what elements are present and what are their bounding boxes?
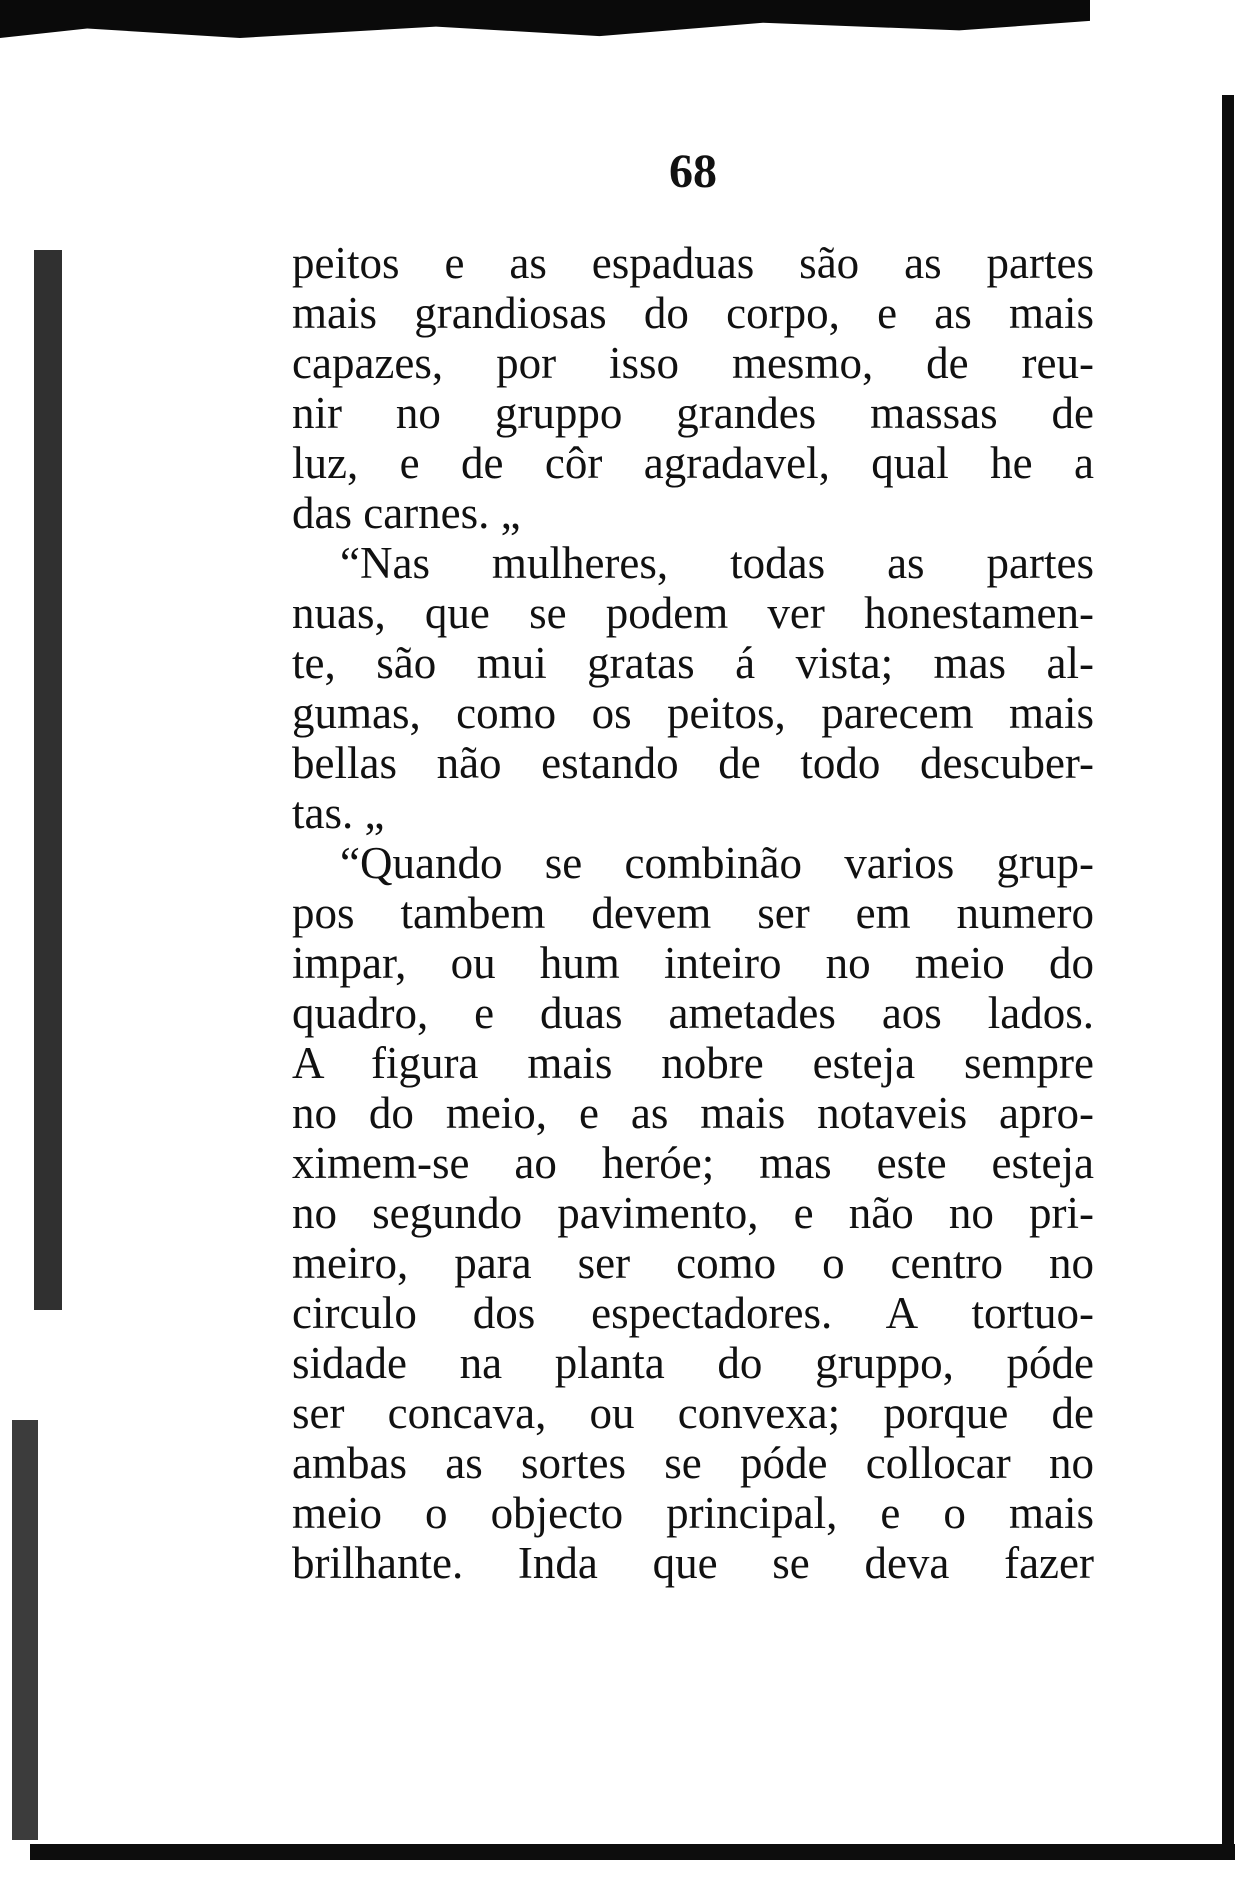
body-text	[292, 238, 1094, 1588]
text-line: te, são mui gratas á vista; mas al-	[292, 638, 1094, 688]
text-line: circulo dos espectadores. A tortuo-	[292, 1288, 1094, 1338]
page-number: 68	[669, 145, 717, 198]
text-line: impar, ou hum inteiro no meio do	[292, 938, 1094, 988]
text-line: nir no gruppo grandes massas de	[292, 388, 1094, 438]
text-line: nuas, que se podem ver honestamen-	[292, 588, 1094, 638]
text-line: meiro, para ser como o centro no	[292, 1238, 1094, 1288]
text-line: meio o objecto principal, e o mais	[292, 1488, 1094, 1538]
text-line: A figura mais nobre esteja sempre	[292, 1038, 1094, 1088]
text-line: “Quando se combinão varios grup-	[340, 838, 1094, 888]
text-line: no segundo pavimento, e não no pri-	[292, 1188, 1094, 1238]
scan-edge-bottom	[30, 1844, 1235, 1860]
text-line: mais grandiosas do corpo, e as mais	[292, 288, 1094, 338]
text-line: pos tambem devem ser em numero	[292, 888, 1094, 938]
text-line: ximem-se ao heróe; mas este esteja	[292, 1138, 1094, 1188]
scan-edge-left-lower	[12, 1420, 38, 1840]
text-line: das carnes. „	[292, 488, 521, 538]
text-line: “Nas mulheres, todas as partes	[340, 538, 1094, 588]
scan-edge-left-upper	[34, 250, 62, 1310]
text-line: tas. „	[292, 788, 385, 838]
scan-edge-top	[0, 0, 1090, 38]
text-line: ambas as sortes se póde collocar no	[292, 1438, 1094, 1488]
text-line: luz, e de côr agradavel, qual he a	[292, 438, 1094, 488]
text-line: sidade na planta do gruppo, póde	[292, 1338, 1094, 1388]
text-line: ser concava, ou convexa; porque de	[292, 1388, 1094, 1438]
text-line: quadro, e duas ametades aos lados.	[292, 988, 1094, 1038]
text-line: peitos e as espaduas são as partes	[292, 238, 1094, 288]
text-line: brilhante. Inda que se deva fazer	[292, 1538, 1094, 1588]
text-line: no do meio, e as mais notaveis apro-	[292, 1088, 1094, 1138]
text-line: capazes, por isso mesmo, de reu-	[292, 338, 1094, 388]
text-line: bellas não estando de todo descuber-	[292, 738, 1094, 788]
text-line: gumas, como os peitos, parecem mais	[292, 688, 1094, 738]
scan-edge-right	[1222, 95, 1234, 1855]
